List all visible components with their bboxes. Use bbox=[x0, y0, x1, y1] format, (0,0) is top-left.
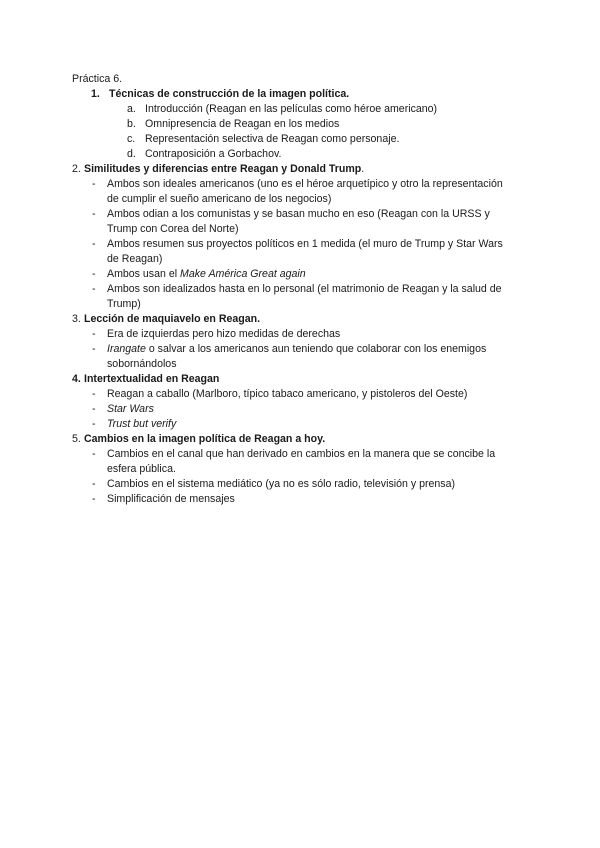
bullet-dash: - bbox=[92, 328, 96, 340]
document-title: Práctica 6. bbox=[72, 73, 123, 85]
bullet-text-suffix: o salvar a los americanos aun teniendo que colaborar con los enemigos bbox=[145, 343, 487, 355]
section-3-number: 3. bbox=[72, 313, 81, 325]
subitem-text: Contraposición a Gorbachov. bbox=[145, 148, 282, 160]
bullet-text-cont: sobornándolos bbox=[107, 358, 177, 370]
subitem-letter: c. bbox=[127, 133, 136, 145]
bullet-text-cont: esfera pública. bbox=[107, 463, 176, 475]
bullet-text: Ambos son ideales americanos (uno es el héroe arquetípico y otro la representación bbox=[107, 178, 503, 190]
bullet-dash: - bbox=[92, 178, 96, 190]
section-2-heading-wrap bbox=[84, 162, 364, 177]
bullet-text-italic: Star Wars bbox=[107, 403, 154, 415]
subitem-text: Representación selectiva de Reagan como personaje. bbox=[145, 133, 400, 145]
bullet-text: Reagan a caballo (Marlboro, típico tabaco americano, y pistoleros del Oeste) bbox=[107, 388, 468, 400]
section-5-number: 5. bbox=[72, 433, 81, 445]
bullet-dash: - bbox=[92, 478, 96, 490]
subitem-text: Omnipresencia de Reagan en los medios bbox=[145, 118, 340, 130]
subitem-letter: a. bbox=[127, 103, 136, 115]
bullet-dash: - bbox=[92, 403, 96, 415]
subitem-letter: b. bbox=[127, 118, 136, 130]
bullet-text: Ambos odian a los comunistas y se basan mucho en eso (Reagan con la URSS y bbox=[107, 208, 490, 220]
bullet-text-prefix: Ambos usan el bbox=[107, 268, 181, 280]
bullet-text bbox=[107, 342, 486, 357]
bullet-dash: - bbox=[92, 418, 96, 430]
bullet-text bbox=[107, 267, 306, 282]
section-1-heading: Técnicas de construcción de la imagen política. bbox=[109, 88, 350, 100]
bullet-text: Ambos resumen sus proyectos políticos en 1 medida (el muro de Trump y Star Wars bbox=[107, 238, 503, 250]
section-4-heading: Intertextualidad en Reagan bbox=[84, 373, 220, 385]
bullet-dash: - bbox=[92, 238, 96, 250]
bullet-dash: - bbox=[92, 448, 96, 460]
section-2-number: 2. bbox=[72, 163, 81, 175]
section-1-number: 1. bbox=[91, 88, 100, 100]
bullet-text-italic: Irangate bbox=[107, 343, 146, 355]
bullet-text-cont: Trump) bbox=[107, 298, 141, 310]
section-5-heading: Cambios en la imagen política de Reagan a hoy. bbox=[84, 433, 326, 445]
bullet-text-cont: de Reagan) bbox=[107, 253, 163, 265]
bullet-text-cont: Trump con Corea del Norte) bbox=[107, 223, 239, 235]
subitem-letter: d. bbox=[127, 148, 136, 160]
bullet-text: Cambios en el sistema mediático (ya no es sólo radio, televisión y prensa) bbox=[107, 478, 455, 490]
bullet-dash: - bbox=[92, 493, 96, 505]
bullet-text-italic: Trust but verify bbox=[107, 418, 177, 430]
bullet-dash: - bbox=[92, 268, 96, 280]
bullet-text: Ambos son idealizados hasta en lo personal (el matrimonio de Reagan y la salud de bbox=[107, 283, 502, 295]
bullet-text-italic: Make América Great again bbox=[180, 268, 306, 280]
bullet-text: Simplificación de mensajes bbox=[107, 493, 235, 505]
bullet-dash: - bbox=[92, 343, 96, 355]
bullet-dash: - bbox=[92, 388, 96, 400]
subitem-text: Introducción (Reagan en las películas como héroe americano) bbox=[145, 103, 438, 115]
bullet-text: Era de izquierdas pero hizo medidas de derechas bbox=[107, 328, 341, 340]
section-2-heading-tail: . bbox=[361, 163, 365, 175]
bullet-dash: - bbox=[92, 283, 96, 295]
bullet-dash: - bbox=[92, 208, 96, 220]
bullet-text-cont: de cumplir el sueño americano de los negocios) bbox=[107, 193, 332, 205]
section-2-heading: Similitudes y diferencias entre Reagan y Donald Trump bbox=[84, 163, 362, 175]
section-4-number: 4. bbox=[72, 373, 81, 385]
section-3-heading: Lección de maquiavelo en Reagan. bbox=[84, 313, 261, 325]
bullet-text: Cambios en el canal que han derivado en cambios en la manera que se concibe la bbox=[107, 448, 496, 460]
